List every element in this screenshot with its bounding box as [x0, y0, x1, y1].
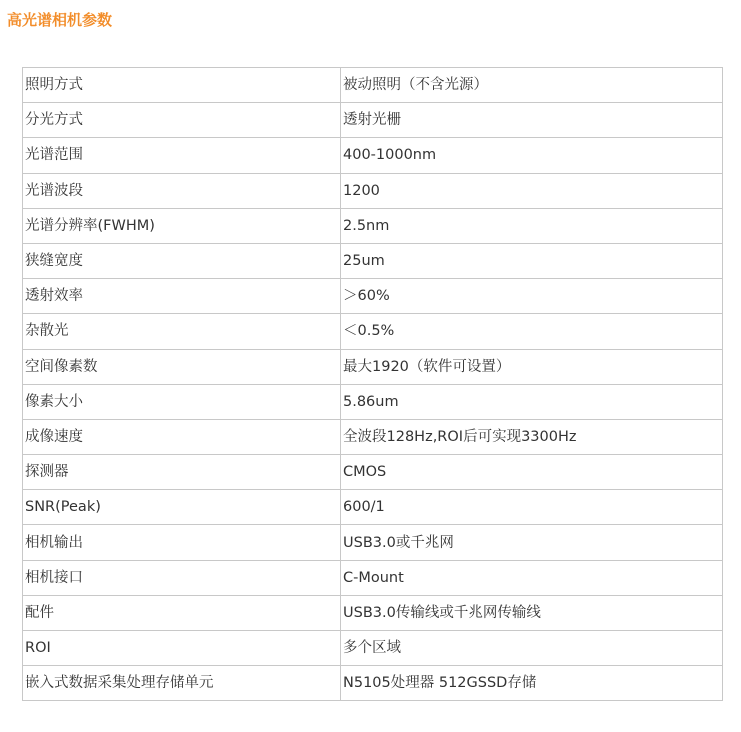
table-row: [23, 490, 723, 525]
param-name-cell: 光谱分辨率(FWHM): [23, 208, 341, 243]
table-row: [23, 455, 723, 490]
param-name-cell: 空间像素数: [23, 349, 341, 384]
table-row: [23, 208, 723, 243]
table-row: [23, 173, 723, 208]
param-value-cell: 2.5nm: [341, 208, 723, 243]
param-name-cell: 狭缝宽度: [23, 243, 341, 278]
param-value-cell: 25um: [341, 243, 723, 278]
param-name-cell: 照明方式: [23, 68, 341, 103]
param-name-cell: 相机输出: [23, 525, 341, 560]
param-value-cell: ＜0.5%: [341, 314, 723, 349]
param-name-cell: 相机接口: [23, 560, 341, 595]
param-name-cell: 像素大小: [23, 384, 341, 419]
param-value-cell: USB3.0传输线或千兆网传输线: [341, 595, 723, 630]
param-name-cell: 透射效率: [23, 279, 341, 314]
table-row: [23, 560, 723, 595]
spec-table: [22, 67, 723, 701]
param-name-cell: 探测器: [23, 455, 341, 490]
table-row: [23, 68, 723, 103]
param-value-cell: CMOS: [341, 455, 723, 490]
param-value-cell: C-Mount: [341, 560, 723, 595]
spec-table-body: [23, 68, 723, 701]
param-name-cell: 光谱范围: [23, 138, 341, 173]
table-row: [23, 525, 723, 560]
param-value-cell: 最大1920（软件可设置）: [341, 349, 723, 384]
table-row: [23, 595, 723, 630]
table-row: [23, 103, 723, 138]
table-row: [23, 314, 723, 349]
param-value-cell: ＞60%: [341, 279, 723, 314]
param-name-cell: 分光方式: [23, 103, 341, 138]
param-name-cell: 杂散光: [23, 314, 341, 349]
table-row: [23, 138, 723, 173]
table-row: [23, 419, 723, 454]
param-value-cell: 1200: [341, 173, 723, 208]
param-name-cell: 光谱波段: [23, 173, 341, 208]
table-row: [23, 631, 723, 666]
param-value-cell: 400-1000nm: [341, 138, 723, 173]
table-row: [23, 384, 723, 419]
page-title: 高光谱相机参数: [7, 11, 113, 29]
param-value-cell: 被动照明（不含光源）: [341, 68, 723, 103]
param-value-cell: 透射光栅: [341, 103, 723, 138]
param-value-cell: 全波段128Hz,ROI后可实现3300Hz: [341, 419, 723, 454]
param-value-cell: 600/1: [341, 490, 723, 525]
param-value-cell: 多个区域: [341, 631, 723, 666]
table-row: [23, 666, 723, 701]
table-row: [23, 243, 723, 278]
param-name-cell: 嵌入式数据采集处理存储单元: [23, 666, 341, 701]
param-value-cell: 5.86um: [341, 384, 723, 419]
param-name-cell: 成像速度: [23, 419, 341, 454]
param-name-cell: 配件: [23, 595, 341, 630]
param-value-cell: USB3.0或千兆网: [341, 525, 723, 560]
table-row: [23, 349, 723, 384]
param-name-cell: ROI: [23, 631, 341, 666]
table-row: [23, 279, 723, 314]
param-name-cell: SNR(Peak): [23, 490, 341, 525]
param-value-cell: N5105处理器 512GSSD存储: [341, 666, 723, 701]
